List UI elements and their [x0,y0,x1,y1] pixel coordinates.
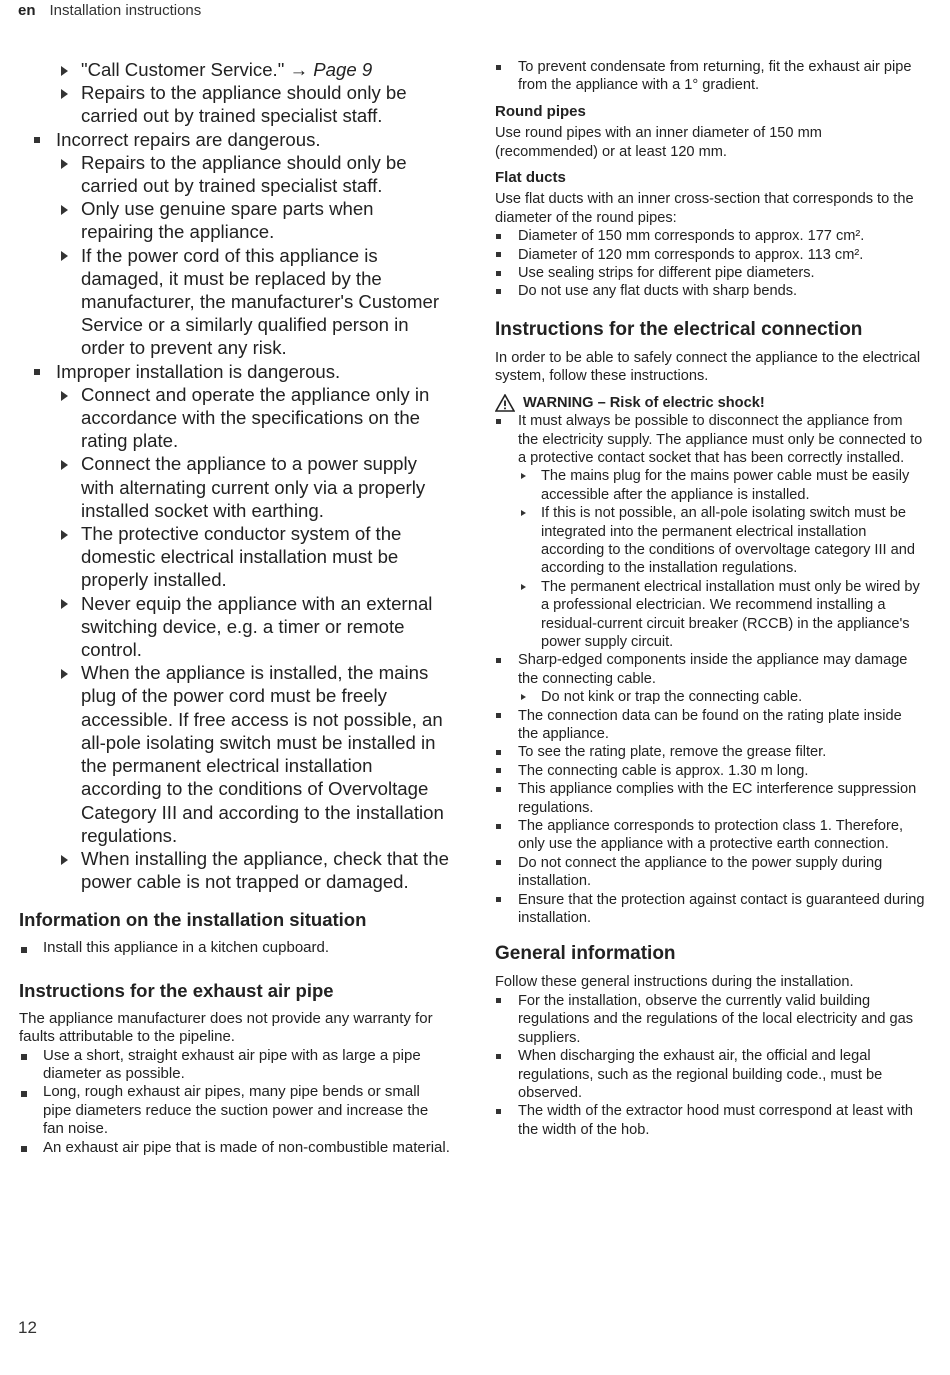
header-title: Installation instructions [49,2,202,19]
list-item: The connecting cable is approx. 1.30 m long. [495,762,925,780]
section-heading-installation: Information on the installation situation [19,909,367,931]
list-item: Diameter of 120 mm corresponds to approx. 113 cm². [495,246,925,264]
list-item: For the installation, observe the currently valid building regulations and the regulations of the local electricity and gas suppliers. [495,992,925,1047]
list-item: Long, rough exhaust air pipes, many pipe bends or small pipe diameters reduce the suction power and increase the fan noise. [19,1083,450,1138]
list-item: Incorrect repairs are dangerous. [32,128,450,151]
list-item: The width of the extractor hood must correspond at least with the width of the hob. [495,1102,925,1139]
list-item: Improper installation is dangerous. [32,360,450,383]
list-item: The connection data can be found on the rating plate inside the appliance. [495,707,925,744]
list-item: Ensure that the protection against contact is guaranteed during installation. [495,891,925,928]
list-item: To prevent condensate from returning, fit the exhaust air pipe from the appliance with a 1° gradient. [495,58,925,95]
list-item: Diameter of 150 mm corresponds to approx. 177 cm². [495,227,925,245]
list-item: This appliance complies with the EC interference suppression regulations. [495,780,925,817]
section-heading-general: General information [495,943,676,965]
warning-text: WARNING – Risk of electric shock! [523,394,765,411]
right-column [495,58,925,1139]
list-item: When the appliance is installed, the mains plug of the power cord must be freely accessible. If free access is not possible, an all-pole isolating switch must be installed in the permanent electrical installation according to the conditions of Overvoltage Category III and according to the installation regulations. [57,661,450,847]
list-item: If this is not possible, an all-pole isolating switch must be integrated into the permanent electrical installation according to the conditions of overvoltage category III and according to the installation regulations. [495,504,925,578]
list-item: Do not kink or trap the connecting cable. [495,688,925,706]
list-item: Use a short, straight exhaust air pipe with as large a pipe diameter as possible. [19,1047,450,1084]
list-item: Do not use any flat ducts with sharp bends. [495,282,925,300]
list-item: If the power cord of this appliance is damaged, it must be replaced by the manufacturer, the manufacturer's Customer Service or a similarly qualified person in order to prevent any risk. [57,244,450,360]
page-header [18,2,201,19]
list-item: The mains plug for the mains power cable must be easily accessible after the appliance is installed. [495,467,925,504]
left-column [19,58,450,1157]
general-intro: Follow these general instructions during the installation. [495,974,854,991]
list-item: The appliance corresponds to protection class 1. Therefore, only use the appliance with a protective earth connection. [495,817,925,854]
list-item: An exhaust air pipe that is made of non-combustible material. [19,1139,450,1157]
subheading-round-pipes: Round pipes [495,102,586,120]
arrow-icon: → [289,59,309,80]
warning-icon [495,394,515,412]
list-item: Install this appliance in a kitchen cupboard. [19,939,450,957]
round-pipes-text: Use round pipes with an inner diameter of 150 mm (recommended) or at least 120 mm. [495,125,822,160]
list-item: Use sealing strips for different pipe diameters. [495,264,925,282]
list-item: Never equip the appliance with an external switching device, e.g. a timer or remote control. [57,592,450,662]
list-item: When discharging the exhaust air, the official and legal regulations, such as the regional building code., must be observed. [495,1047,925,1102]
list-item: It must always be possible to disconnect the appliance from the electricity supply. The appliance must only be connected to a protective contact socket that has been correctly installed. [495,412,925,467]
electrical-intro: In order to be able to safely connect the appliance to the electrical system, follow these instructions. [495,349,921,385]
list-item: Do not connect the appliance to the power supply during installation. [495,854,925,891]
subheading-flat-ducts: Flat ducts [495,169,566,187]
list-item: Repairs to the appliance should only be carried out by trained specialist staff. [57,151,450,197]
list-item: Sharp-edged components inside the appliance may damage the connecting cable. [495,651,925,688]
list-item: The protective conductor system of the domestic electrical installation must be properly installed. [57,522,450,592]
section-heading-exhaust: Instructions for the exhaust air pipe [19,979,334,1001]
list-item: Connect and operate the appliance only in accordance with the specifications on the rating plate. [57,383,450,453]
list-item: To see the rating plate, remove the grease filter. [495,743,925,761]
list-item: The permanent electrical installation must only be wired by a professional electrician. We recommend installing a residual-current circuit breaker (RCCB) in the appliance's power supply circuit. [495,578,925,652]
section-heading-electrical: Instructions for the electrical connection [495,318,863,340]
list-item: Only use genuine spare parts when repairing the appliance. [57,197,450,243]
warning-label [495,394,925,412]
page-reference-link[interactable]: Page 9 [313,59,373,80]
list-item: "Call Customer Service." → Page 9 [57,58,450,81]
exhaust-intro: The appliance manufacturer does not provide any warranty for faults attributable to the pipeline. [19,1009,433,1046]
language-code: en [18,2,36,19]
list-item: Connect the appliance to a power supply with alternating current only via a properly installed socket with earthing. [57,452,450,522]
list-item: Repairs to the appliance should only be carried out by trained specialist staff. [57,81,450,127]
flat-ducts-text: Use flat ducts with an inner cross-section that corresponds to the diameter of the round pipes: [495,191,914,226]
list-item: When installing the appliance, check that the power cable is not trapped or damaged. [57,847,450,893]
page-number: 12 [18,1318,37,1337]
